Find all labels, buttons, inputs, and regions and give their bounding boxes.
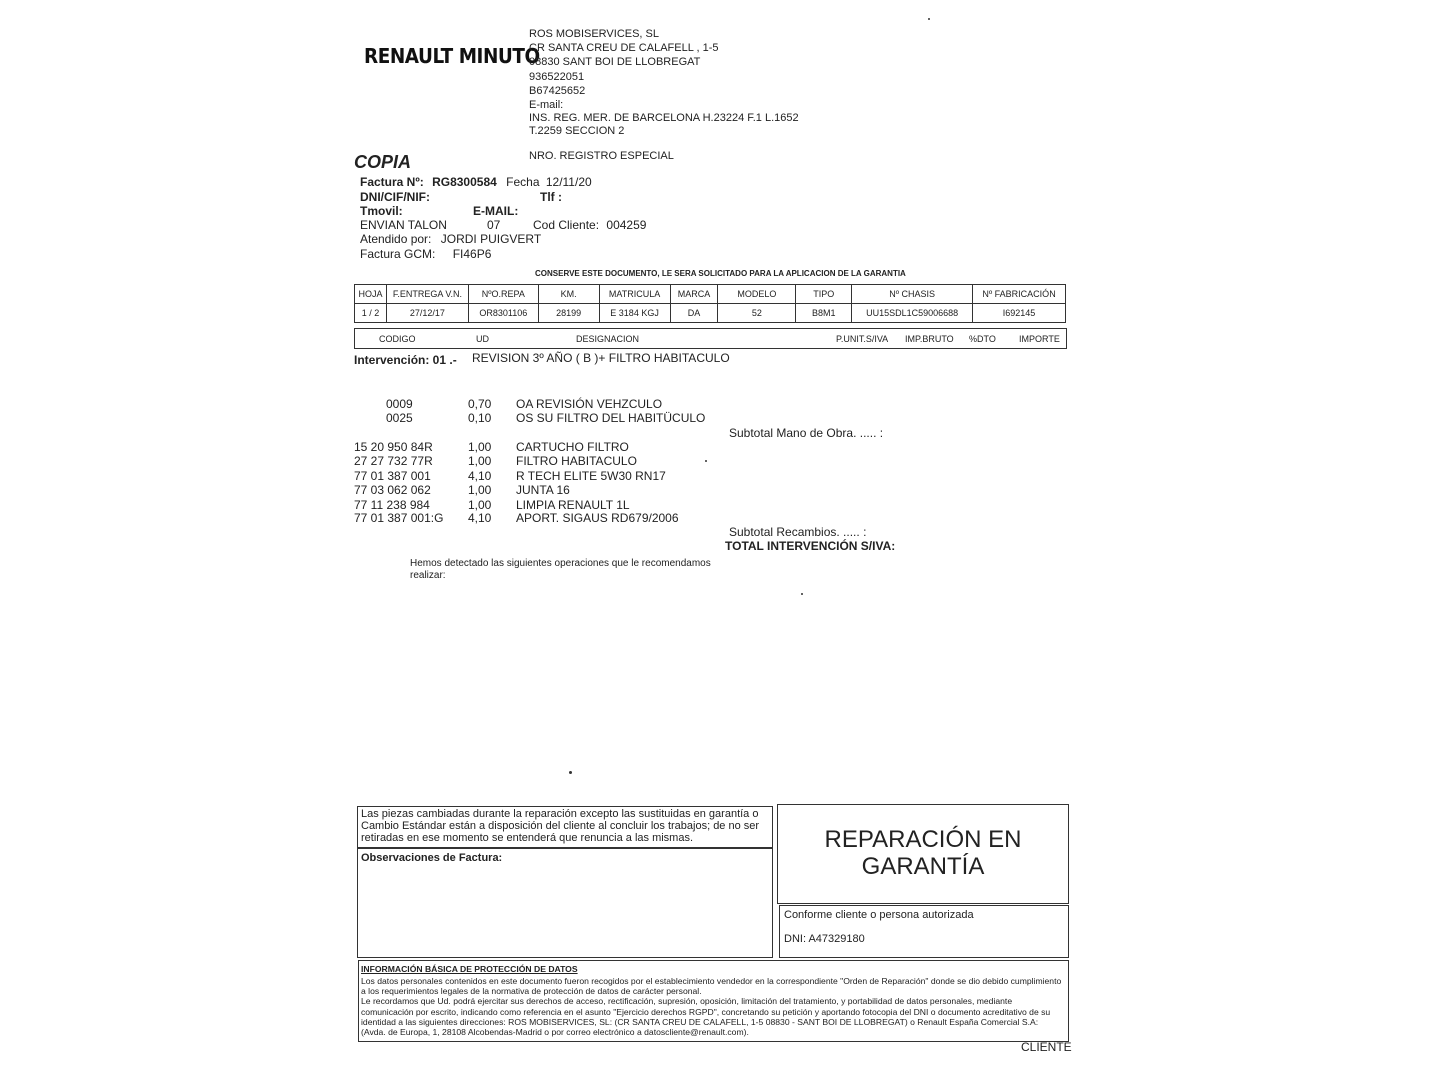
line-desc: JUNTA 16 <box>516 483 570 497</box>
company-line: 08830 SANT BOI DE LLOBREGAT <box>529 56 701 68</box>
observaciones-box <box>357 848 773 958</box>
gcm-value: FI46P6 <box>452 247 492 261</box>
col-ud: UD <box>476 334 489 344</box>
header-cell: Nº FABRICACIÓN <box>973 285 1066 304</box>
dni-label: DNI/CIF/NIF: <box>360 190 430 204</box>
header-cell: MODELO <box>718 285 796 304</box>
vehicle-header-row <box>355 285 1066 304</box>
cod-cliente-value: 004259 <box>606 218 647 232</box>
line-code: 15 20 950 84R <box>354 440 433 454</box>
value-cell: OR8301106 <box>468 304 538 323</box>
registro-especial: NRO. REGISTRO ESPECIAL <box>529 150 674 162</box>
line-desc: R TECH ELITE 5W30 RN17 <box>516 469 666 483</box>
header-cell: Nº CHASIS <box>852 285 973 304</box>
line-desc: OS SU FILTRO DEL HABITÜCULO <box>516 411 706 425</box>
proteccion-line: identidad a las siguientes direcciones: ROS MOBISERVICES, SL: (CR SANTA CREU DE CALAFELL, 1-5 08830 - SANT BOI DE LLOBREGAT) o Renault España Comercial S.A: <box>361 1017 1039 1027</box>
line-ud: 4,10 <box>468 511 492 525</box>
proteccion-datos-box <box>358 960 1069 1042</box>
fecha-label: Fecha <box>506 175 540 189</box>
header-cell: HOJA <box>355 285 387 304</box>
gcm-label: Factura GCM: <box>360 247 436 261</box>
intervencion-label: Intervención: 01 .- <box>354 353 457 367</box>
conforme-box <box>779 905 1069 958</box>
scan-speck <box>928 18 930 20</box>
copia-label: COPIA <box>354 152 412 172</box>
columns-header-box <box>354 328 1067 349</box>
company-line: CR SANTA CREU DE CALAFELL , 1-5 <box>529 42 719 54</box>
line-code: 27 27 732 77R <box>354 454 433 468</box>
observaciones-label: Observaciones de Factura: <box>361 852 503 864</box>
line-desc: CARTUCHO FILTRO <box>516 440 629 454</box>
col-codigo: CODIGO <box>379 334 416 344</box>
proteccion-title: INFORMACIÓN BÁSICA DE PROTECCIÓN DE DATOS <box>361 964 578 974</box>
line-ud: 0,10 <box>468 411 492 425</box>
header-cell: MATRICULA <box>599 285 670 304</box>
line-ud: 1,00 <box>468 483 492 497</box>
value-cell: UU15SDL1C59006688 <box>852 304 973 323</box>
piezas-box <box>357 806 773 848</box>
scan-speck <box>705 460 707 462</box>
header-cell: MARCA <box>670 285 718 304</box>
conforme-label: Conforme cliente o persona autorizada <box>784 909 974 921</box>
header-cell: TIPO <box>796 285 852 304</box>
proteccion-line: Le recordamos que Ud. podrá ejercitar sus derechos de acceso, rectificación, supresión, oposición, limitación del tratamiento, y portabilidad de datos personales, mediante <box>361 996 1013 1006</box>
value-cell: 28199 <box>538 304 599 323</box>
line-ud: 1,00 <box>468 454 492 468</box>
value-cell: B8M1 <box>796 304 852 323</box>
line-desc: APORT. SIGAUS RD679/2006 <box>516 511 679 525</box>
line-code: 0025 <box>386 411 413 425</box>
tmovil-label: Tmovil: <box>360 204 403 218</box>
recommend-line: Hemos detectado las siguientes operaciones que le recomendamos <box>410 558 711 569</box>
reparacion-line: GARANTÍA <box>861 853 985 880</box>
header-cell: F.ENTREGA V.N. <box>386 285 468 304</box>
value-cell: DA <box>670 304 718 323</box>
value-cell: 27/12/17 <box>386 304 468 323</box>
col-impbruto: IMP.BRUTO <box>905 334 954 344</box>
email-label: E-MAIL: <box>473 204 519 218</box>
line-ud: 4,10 <box>468 469 492 483</box>
value-cell: E 3184 KGJ <box>599 304 670 323</box>
line-code: 77 01 387 001:G <box>354 511 444 525</box>
conserve-note: CONSERVE ESTE DOCUMENTO, LE SERA SOLICITADO PARA LA APLICACION DE LA GARANTIA <box>535 269 906 278</box>
value-cell: 52 <box>718 304 796 323</box>
col-dto: %DTO <box>969 334 996 344</box>
scan-speck <box>801 593 803 595</box>
value-cell: 1 / 2 <box>355 304 387 323</box>
intervencion-title: REVISION 3º AÑO ( B )+ FILTRO HABITACULO <box>472 351 730 365</box>
atendido-value: JORDI PUIGVERT <box>440 232 542 246</box>
dni-value: DNI: A47329180 <box>784 933 865 945</box>
proteccion-line: (Avda. de Europa, 1, 28108 Alcobendas-Madrid o por correo electrónico a datoscliente@renault.com). <box>361 1027 749 1037</box>
line-code: 77 01 387 001 <box>354 469 431 483</box>
company-line: INS. REG. MER. DE BARCELONA H.23224 F.1 L.1652 <box>529 112 799 124</box>
header-cell: NºO.REPA <box>468 285 538 304</box>
value-cell: I692145 <box>973 304 1066 323</box>
line-code: 0009 <box>386 397 413 411</box>
company-line: 936522051 <box>529 71 585 83</box>
company-line: E-mail: <box>529 99 564 111</box>
proteccion-line: a los requerimientos legales de la normativa de protección de datos de carácter personal. <box>361 986 702 996</box>
line-code: 77 03 062 062 <box>354 483 431 497</box>
col-punit: P.UNIT.S/IVA <box>836 334 889 344</box>
factura-label: Factura Nº: <box>360 175 424 189</box>
line-ud: 1,00 <box>468 498 492 512</box>
recommend-line: realizar: <box>410 570 446 581</box>
line-ud: 0,70 <box>468 397 492 411</box>
vehicle-value-row <box>355 304 1066 323</box>
piezas-line: Las piezas cambiadas durante la reparación excepto las sustituidas en garantía o <box>361 808 759 820</box>
col-importe: IMPORTE <box>1019 334 1060 344</box>
line-code: 77 11 238 984 <box>354 498 430 512</box>
line-desc: OA REVISIÓN VEHZCULO <box>516 397 663 411</box>
reparacion-box <box>777 804 1069 904</box>
factura-number: RG8300584 <box>432 175 497 189</box>
cod-cliente-label: Cod Cliente: <box>533 218 600 232</box>
fecha-value: 12/11/20 <box>545 175 592 189</box>
piezas-line: retiradas en ese momento se entenderá que renuncia a las mismas. <box>361 832 694 844</box>
line-desc: LIMPIA RENAULT 1L <box>516 498 630 512</box>
proteccion-line: comunicación por escrito, indicando como referencia en el asunto "Ejercicio derechos RGPD", concretando su petición y aportando fotocopia del DNI o documento acreditativo de su <box>361 1007 1051 1017</box>
col-designacion: DESIGNACION <box>576 334 640 344</box>
cliente-label: CLIENTE <box>1021 1040 1072 1054</box>
renault-minuto-logo: RENAULT MINUTO <box>364 44 540 68</box>
atendido-label: Atendido por: <box>360 232 432 246</box>
total-intervencion: TOTAL INTERVENCIÓN S/IVA: <box>725 539 896 553</box>
envian-talon: ENVIAN TALON <box>360 218 447 232</box>
company-line: ROS MOBISERVICES, SL <box>529 28 660 40</box>
subtotal-recambios: Subtotal Recambios. ..... : <box>729 525 867 539</box>
line-desc: FILTRO HABITACULO <box>516 454 637 468</box>
line-ud: 1,00 <box>468 440 492 454</box>
company-line: T.2259 SECCION 2 <box>529 125 625 137</box>
piezas-line: Cambio Estándar están a disposición del cliente al concluir los trabajos; de no ser <box>361 820 760 832</box>
scan-speck <box>569 771 572 774</box>
header-cell: KM. <box>538 285 599 304</box>
company-line: B67425652 <box>529 85 586 97</box>
proteccion-line: Los datos personales contenidos en este documento fueron recogidos por el establecimiento vendedor en la correspondiente "Orden de Reparación" donde se dio debido cumplimiento <box>361 976 1062 986</box>
tlf-label: Tlf : <box>540 190 562 204</box>
reparacion-line: REPARACIÓN EN <box>824 826 1022 853</box>
envian-code: 07 <box>487 218 501 232</box>
vehicle-table <box>354 284 1066 323</box>
subtotal-mano-obra: Subtotal Mano de Obra. ..... : <box>729 426 884 440</box>
